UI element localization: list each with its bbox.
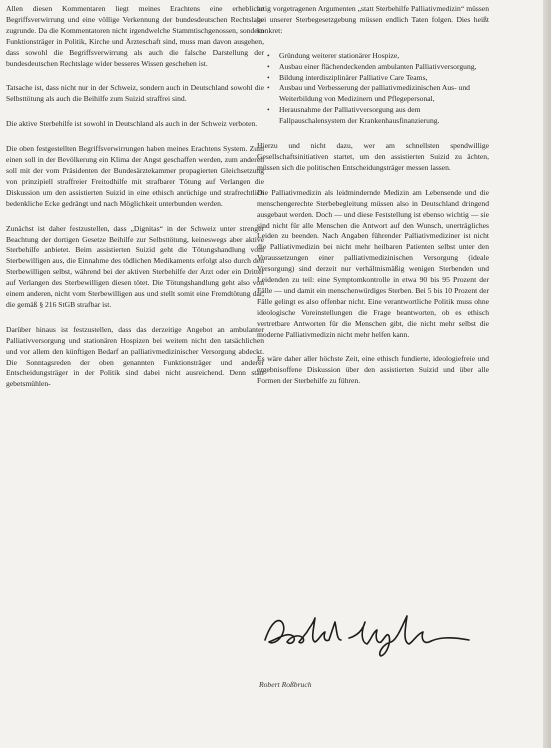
- handwritten-signature: [257, 602, 477, 662]
- paragraph: Allen diesen Kommentaren liegt meines Erachtens eine erhebliche Begriffsverwirrung und eine völlige Verkennung der bundesdeutschen Rechtslage zugrunde. Da die Kommentatoren nicht irgendwelche Stammtischgenossen, sondern Funktionsträger in Politik, Kirche und Ärzteschaft sind, muss man davon ausgehen, dass sowohl die Begriffsverwirrung als auch die falsche Darstellung der bundesdeutschen Rechtslage wider besseres Wissen geschehen ist.: [6, 4, 264, 68]
- list-item: • Bildung interdisziplinärer Palliative Care Teams,: [271, 73, 489, 84]
- paragraph: Tatsache ist, dass nicht nur in der Schweiz, sondern auch in Deutschland sowohl die Selbsttötung als auch die Beihilfe zum Suizid straffrei sind.: [6, 83, 264, 104]
- paragraph: Darüber hinaus ist festzustellen, dass das derzeitige Angebot an ambulanter Palliativversorgung und stationären Hospizen bei weitem nicht den tatsächlichen und vor allem den künftigen Bedarf an palliativmedizinischer Versorgung abdeckt. Die Sonntagsreden der oben genannten Funktionsträger und anderer Entscheidungsträger in der Politik sind dabei nicht ausreichend. Denn statt gebetsmühlen-: [6, 324, 264, 389]
- paragraph: Zunächst ist daher festzustellen, dass „Dignitas“ in der Schweiz unter strenger Beachtung der dortigen Gesetze Beihilfe zur Selbsttötung, keineswegs aber aktive Sterbehilfe anbietet. Beim assistierten Suizid geht die Tötungshandlung vom Sterbewilligen aus, die Einnahme des tödlichen Medikaments erfolgt also durch den Sterbewilligen selbst, während bei der aktiven Sterbehilfe der Arzt oder ein Dritter auf Verlangen des Sterbewilligen diesen tötet. Die Tötungshandlung geht also von einem anderen, nicht vom Sterbewilligen aus und stellt somit eine Fremdtötung dar, die gemäß § 216 StGB strafbar ist.: [6, 223, 264, 309]
- right-column: [257, 4, 489, 401]
- paragraph: Hierzu und nicht dazu, wer am schnellsten spendwillige Gesellschaftsinitiativen startet, um den assistierten Suizid zu ächten, müssen sich die politischen Entscheidungsträger messen lassen.: [257, 141, 489, 172]
- paragraph: Die Palliativmedizin als leidmindernde Medizin am Lebensende und die menschengerechte Sterbebegleitung müssen also in Deutschland dringend ausgebaut werden. Doch — und diese Feststellung ist ebenso wichtig — sie sind nicht für alle Menschen die Antwort auf den Wunsch, unerträgliches Leiden zu beenden. Nach Angaben führender Palliativmediziner ist nicht die Palliativmedizin bei nicht mehr heilbaren Patienten selbst unter den Voraussetzungen einer palliativmedizinischen Versorgung (ideale Versorgung) sind derzeit nur verhältnismäßig wenigen Sterbenden und Leidenden zu teil: eine Symptomkontrolle in etwa 90 bis 95 Prozent der Fälle — und damit ein menschenwürdiges Sterben. Bei 5 bis 10 Prozent der Fälle gelingt es also offenbar nicht. Eine verantwortliche Politik muss ohne ideologische Voreinstellungen die Frage beantworten, ob es ethisch vertretbare Antworten für die Menschen gibt, die nicht mehr selbst die moderne Palliativmedizin nicht mehr helfen kann.: [257, 187, 489, 339]
- paragraph: Es wäre daher aller höchste Zeit, eine ethisch fundierte, ideologiefreie und ergebnisoffene Diskussion über den assistierten Suizid und über alle Formen der Sterbehilfe zu führen.: [257, 354, 489, 386]
- list-item: • Ausbau einer flächendeckenden ambulanten Palliativversorgung,: [271, 62, 489, 73]
- signature-name: Robert Roßbruch: [259, 680, 312, 689]
- list-item: • Herausnahme der Palliativversorgung aus dem Fallpauschalensystem der Krankenhausfinanzierung.: [271, 105, 489, 127]
- list-item: • Ausbau und Verbesserung der palliativmedizinischen Aus- und Weiterbildung von Medizinern und Pflegepersonal,: [271, 83, 489, 105]
- demands-list: [257, 51, 489, 127]
- paragraph: Die oben festgestellten Begriffsverwirrungen haben meines Erachtens System. Zum einen soll in der Bevölkerung ein Klima der Angst geschaffen werden, zum anderen soll mit der vom Präsidenten der Bundesärztekammer propagierten Gleichsetzung von prinzipiell straffreier Freitodhilfe mit strafbarer Tötung auf Verlangen die Diskussion um den assistierten Suizid in eine ethisch anrüchige und strafrechtlich bedenkliche Ecke gedrängt und nach Möglichkeit unterbunden werden.: [6, 144, 264, 208]
- paragraph: Die aktive Sterbehilfe ist sowohl in Deutschland als auch in der Schweiz verboten.: [6, 119, 258, 129]
- paragraph: artig vorgetragenen Argumenten „statt Sterbehilfe Palliativmedizin“ müssen bei unserer Sterbegesetzgebung müssen endlich Taten folgen. Dies heißt konkret:: [257, 4, 489, 35]
- list-item: • Gründung weiterer stationärer Hospize,: [271, 51, 489, 62]
- left-column: [6, 4, 264, 404]
- page-binding-edge: [543, 0, 551, 748]
